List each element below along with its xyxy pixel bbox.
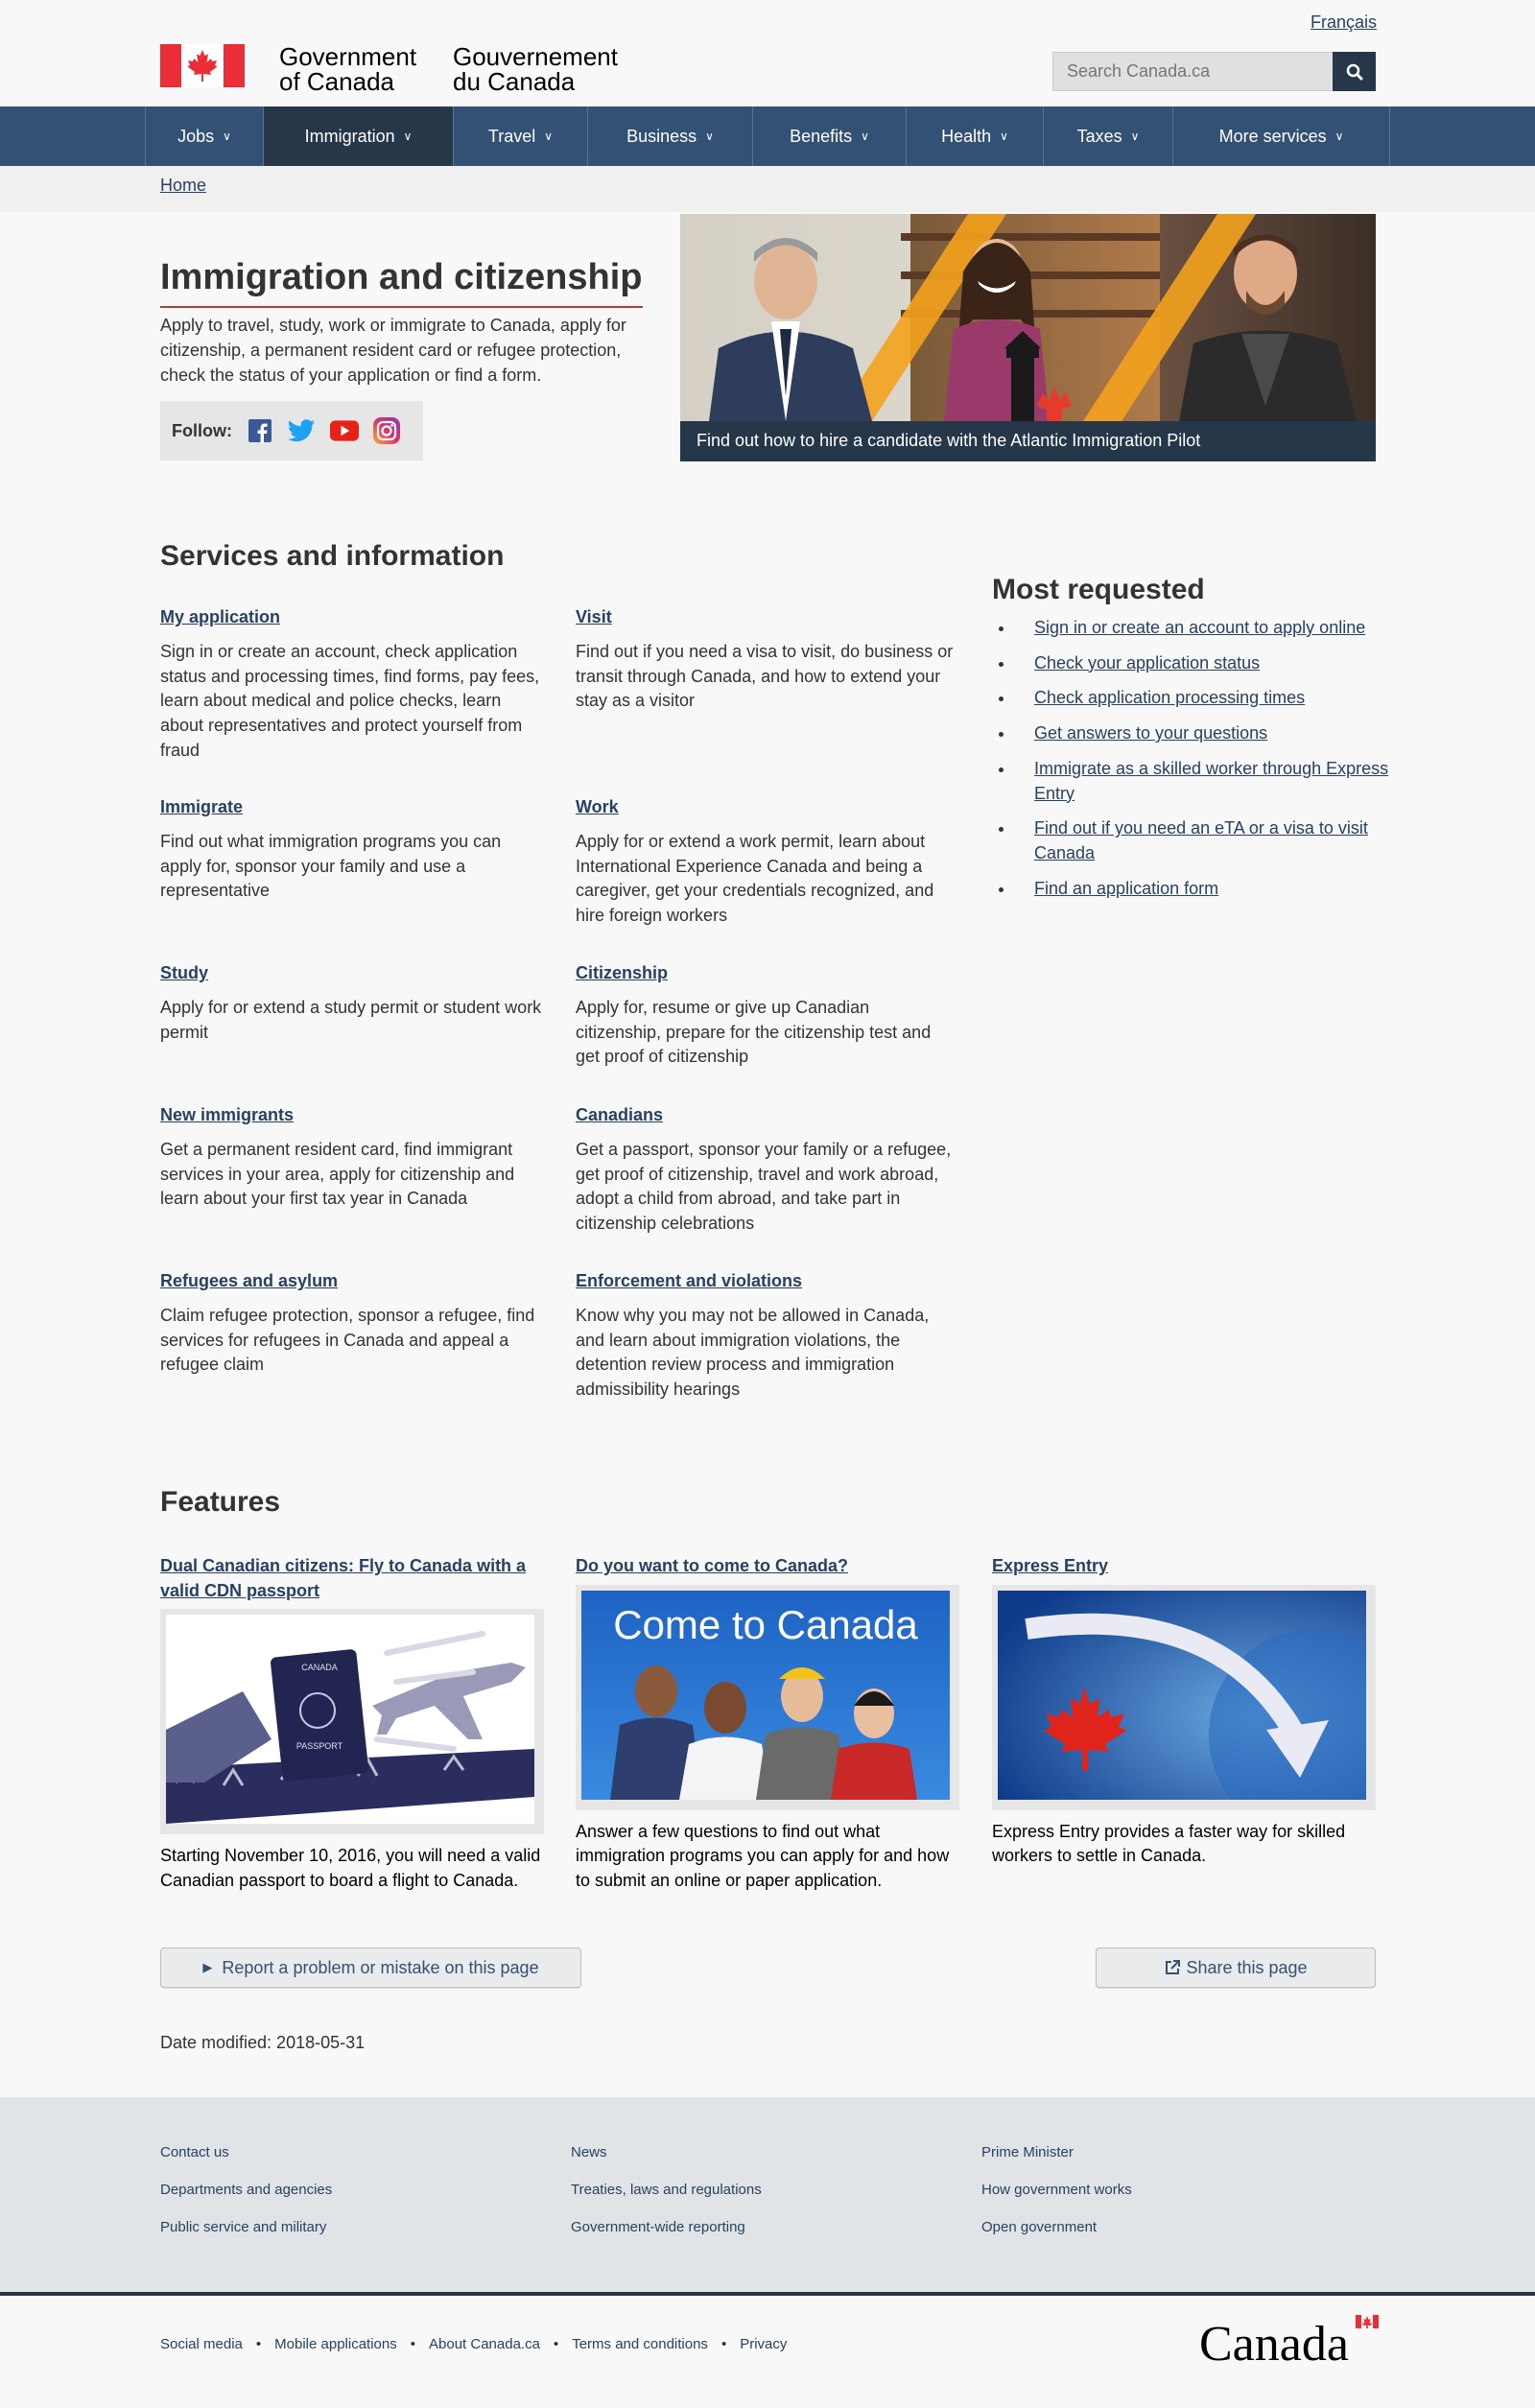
feature-card xyxy=(160,1554,544,1894)
footer-link[interactable]: Open government xyxy=(981,2219,1098,2235)
menu-label: Travel xyxy=(487,126,536,146)
service-item xyxy=(160,797,544,904)
footer-link[interactable]: How government works xyxy=(981,2182,1132,2198)
chevron-down-icon: ∨ xyxy=(1334,130,1344,143)
service-description: Apply for or extend a work permit, learn about International Experience Canada and being a caregiver, get your credentials recognized, and hire foreign workers xyxy=(576,832,934,926)
service-description: Claim refugee protection, sponsor a refugee, find services for refugees in Canada and appeal a refugee claim xyxy=(160,1306,535,1375)
separator-dot: • xyxy=(410,2336,415,2352)
chevron-down-icon: ∨ xyxy=(1130,130,1140,143)
menu-label: Jobs xyxy=(177,126,215,146)
chevron-down-icon: ∨ xyxy=(861,130,869,143)
service-description: Sign in or create an account, check application status and processing times, find forms, pay fees, learn about medical and police checks, learn about representatives and protect yourself from fraud xyxy=(160,642,540,760)
service-description: Find out if you need a visa to visit, do business or transit through Canada, and how to extend your stay as a visitor xyxy=(576,642,954,711)
service-item xyxy=(576,963,959,1070)
most-requested-link[interactable]: Get answers to your questions xyxy=(1034,723,1268,744)
chevron-down-icon: ∨ xyxy=(403,130,413,143)
list-item xyxy=(1015,816,1389,865)
footer-column xyxy=(160,2134,332,2246)
main-menu xyxy=(0,106,1535,166)
service-link[interactable]: My application xyxy=(160,607,281,626)
wordmark-french xyxy=(453,44,618,94)
footer-link[interactable]: Government-wide reporting xyxy=(571,2219,745,2235)
menu-label: Benefits xyxy=(790,126,853,146)
service-item xyxy=(160,607,544,764)
most-requested-link[interactable]: Find out if you need an eTA or a visa to visit Canada xyxy=(1034,818,1368,862)
share-page-button[interactable] xyxy=(1096,1948,1376,1988)
list-item xyxy=(1015,757,1389,806)
feature-link[interactable]: Express Entry xyxy=(992,1556,1109,1575)
most-requested-link[interactable]: Check your application status xyxy=(1034,652,1261,673)
wordmark-english xyxy=(279,44,416,94)
chevron-down-icon: ∨ xyxy=(705,130,714,143)
feature-link[interactable]: Do you want to come to Canada? xyxy=(576,1556,849,1575)
chevron-down-icon: ∨ xyxy=(544,130,554,143)
menu-label: Health xyxy=(941,126,992,146)
wordmark-en-line2: of Canada xyxy=(279,67,394,96)
service-link[interactable]: Citizenship xyxy=(576,963,669,982)
service-item xyxy=(576,1105,959,1237)
service-item xyxy=(160,963,544,1045)
hero-link[interactable]: Find out how to hire a candidate with the Atlantic Immigration Pilot xyxy=(697,431,1201,450)
separator-dot: • xyxy=(720,2336,727,2352)
menu-label: More services xyxy=(1218,126,1327,146)
hero-caption xyxy=(680,421,1376,461)
most-requested-list xyxy=(1015,616,1389,911)
menu-more-services[interactable] xyxy=(1173,106,1390,166)
footer-link[interactable]: Public service and military xyxy=(160,2219,327,2235)
come-to-canada-text: Come to Canada xyxy=(613,1601,918,1647)
service-link[interactable]: Work xyxy=(576,797,619,816)
footer-sub-link[interactable]: Mobile applications xyxy=(274,2336,397,2352)
most-requested-link[interactable]: Check application processing times xyxy=(1034,688,1306,708)
service-link[interactable]: Refugees and asylum xyxy=(160,1271,339,1290)
most-requested-heading: Most requested xyxy=(992,574,1205,605)
service-item xyxy=(160,1105,544,1212)
come-to-canada-image xyxy=(581,1591,950,1800)
chevron-down-icon: ∨ xyxy=(223,130,231,143)
service-item xyxy=(160,1271,544,1378)
list-item xyxy=(1015,686,1389,711)
express-entry-image xyxy=(998,1591,1366,1800)
service-item xyxy=(576,1271,959,1403)
footer-link[interactable]: Contact us xyxy=(160,2144,229,2160)
list-item xyxy=(1015,651,1389,676)
twitter-icon[interactable] xyxy=(288,416,317,445)
menu-business[interactable] xyxy=(588,106,753,166)
canada-wordmark-text: Canada xyxy=(1199,2317,1349,2366)
feature-card xyxy=(992,1554,1376,1869)
search-icon xyxy=(1346,63,1363,81)
page-title: Immigration and citizenship xyxy=(160,257,643,308)
most-requested-link[interactable]: Immigrate as a skilled worker through Express Entry xyxy=(1034,758,1389,803)
wordmark-fr-line2: du Canada xyxy=(453,67,576,96)
feature-description: Answer a few questions to find out what immigration programs you can apply for and how to submit an online or paper application. xyxy=(576,1821,950,1891)
service-description: Apply for or extend a study permit or student work permit xyxy=(160,998,542,1042)
footer-link[interactable]: Departments and agencies xyxy=(160,2182,333,2198)
passport-country-text: CANADA xyxy=(301,1663,338,1673)
footer-link[interactable]: Treaties, laws and regulations xyxy=(571,2182,762,2198)
facebook-icon[interactable] xyxy=(246,416,274,445)
footer-sub-link[interactable]: Terms and conditions xyxy=(572,2336,708,2352)
date-modified: Date modified: 2018-05-31 xyxy=(160,2033,366,2052)
features-heading: Features xyxy=(160,1486,281,1518)
menu-immigration[interactable] xyxy=(264,106,454,166)
menu-label: Immigration xyxy=(304,126,395,146)
most-requested-link[interactable]: Find an application form xyxy=(1034,878,1219,898)
instagram-icon[interactable] xyxy=(372,416,401,445)
breadcrumb-home[interactable]: Home xyxy=(160,176,207,195)
service-item xyxy=(576,607,959,714)
menu-benefits[interactable] xyxy=(753,106,907,166)
canada-flag-icon[interactable] xyxy=(160,44,245,87)
chevron-down-icon: ∨ xyxy=(1000,130,1008,143)
service-description: Get a permanent resident card, find immigrant services in your area, apply for citizenship and learn about your first tax year in Canada xyxy=(160,1140,515,1209)
service-link[interactable]: New immigrants xyxy=(160,1105,295,1124)
service-link[interactable]: Study xyxy=(160,963,209,982)
menu-health[interactable] xyxy=(907,106,1044,166)
feature-image[interactable] xyxy=(160,1609,544,1834)
breadcrumb xyxy=(0,166,1535,212)
share-page-label: Share this page xyxy=(1186,1957,1308,1977)
menu-travel[interactable] xyxy=(454,106,588,166)
menu-jobs[interactable] xyxy=(146,106,264,166)
passport-plane-image xyxy=(166,1615,534,1824)
services-heading: Services and information xyxy=(160,540,505,572)
footer-sub-link[interactable]: Social media xyxy=(160,2336,243,2352)
service-description: Get a passport, sponsor your family or a refugee, get proof of citizenship, travel and work abroad, adopt a child from abroad, and take part in citizenship celebrations xyxy=(576,1140,952,1234)
service-description: Apply for, resume or give up Canadian citizenship, prepare for the citizenship test and get proof of citizenship xyxy=(576,998,932,1067)
feature-description: Starting November 10, 2016, you will need a valid Canadian passport to board a flight to Canada. xyxy=(160,1846,541,1891)
footer-link[interactable]: Prime Minister xyxy=(981,2144,1074,2160)
service-link[interactable]: Immigrate xyxy=(160,797,244,816)
hero-image xyxy=(680,214,1376,421)
language-toggle[interactable]: Français xyxy=(1311,12,1378,32)
service-link[interactable]: Enforcement and violations xyxy=(576,1271,803,1290)
page-intro: Apply to travel, study, work or immigrate to Canada, apply for citizenship, a permanent resident card or refugee protection, check the status of your application or find a form. xyxy=(160,316,626,385)
report-problem-label: Report a problem or mistake on this page xyxy=(222,1957,539,1977)
service-link[interactable]: Visit xyxy=(576,607,612,626)
report-problem-button[interactable] xyxy=(160,1948,581,1988)
footer-sub-link[interactable]: Privacy xyxy=(740,2336,788,2352)
separator-dot: • xyxy=(553,2336,559,2352)
triangle-right-icon: ▶ xyxy=(202,1960,213,1974)
youtube-icon[interactable] xyxy=(330,416,359,445)
list-item xyxy=(1015,721,1389,746)
footer-link[interactable]: News xyxy=(571,2144,607,2160)
service-description: Know why you may not be allowed in Canada, and learn about immigration violations, the detention review process and immigration admissibility hearings xyxy=(576,1306,930,1400)
follow-label: Follow: xyxy=(172,420,232,440)
service-item xyxy=(576,797,959,929)
social-follow-panel xyxy=(160,401,423,460)
share-icon xyxy=(1164,1959,1181,1976)
canada-wordmark-logo xyxy=(1199,2312,1380,2366)
wordmark-en-line1: Government xyxy=(279,42,417,71)
footer-column xyxy=(981,2134,1132,2246)
list-item xyxy=(1015,616,1389,641)
wordmark-fr-line1: Gouvernement xyxy=(453,42,618,71)
feature-description: Express Entry provides a faster way for skilled workers to settle in Canada. xyxy=(992,1821,1346,1866)
menu-label: Taxes xyxy=(1076,126,1122,146)
footer-sub-links xyxy=(160,2336,787,2352)
service-description: Find out what immigration programs you can apply for, sponsor your family and use a representative xyxy=(160,832,502,901)
service-link[interactable]: Canadians xyxy=(576,1105,664,1124)
list-item xyxy=(1015,877,1389,902)
passport-label-text: PASSPORT xyxy=(295,1741,343,1752)
separator-dot: • xyxy=(255,2336,262,2352)
footer-column xyxy=(571,2134,762,2246)
footer-sub-link[interactable]: About Canada.ca xyxy=(429,2336,540,2352)
feature-image[interactable] xyxy=(576,1585,959,1810)
most-requested-link[interactable]: Sign in or create an account to apply online xyxy=(1034,618,1366,637)
menu-label: Business xyxy=(626,126,697,146)
feature-card xyxy=(576,1554,959,1894)
search-input[interactable] xyxy=(1052,52,1334,91)
search-button[interactable] xyxy=(1333,52,1376,91)
feature-image[interactable] xyxy=(992,1585,1376,1810)
menu-taxes[interactable] xyxy=(1044,106,1173,166)
feature-link[interactable]: Dual Canadian citizens: Fly to Canada with a valid CDN passport xyxy=(160,1556,527,1600)
